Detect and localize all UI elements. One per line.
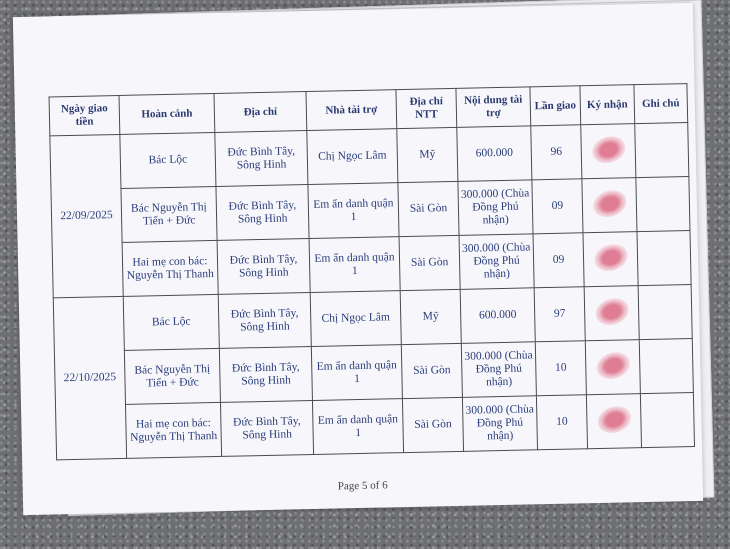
fingerprint-icon: [590, 239, 631, 275]
ky-nhan-cell: [584, 286, 639, 341]
dia-chi-ntt-cell: Sài Gòn: [402, 397, 463, 452]
noi-dung-cell: 300.000 (Chùa Đồng Phú nhận): [459, 234, 534, 290]
ky-nhan-cell: [583, 232, 638, 287]
header-ghi-chu: Ghi chú: [634, 84, 688, 124]
document-page: [13, 3, 703, 515]
ghi-chu-cell: [639, 339, 693, 394]
dia-chi-cell: Đức Bình Tây, Sông Hinh: [218, 293, 311, 349]
hoan-canh-cell: Hai mẹ con bác: Nguyễn Thị Thanh: [122, 240, 218, 296]
hoan-canh-cell: Bác Nguyễn Thị Tiến + Đức: [124, 348, 220, 404]
fingerprint-icon: [594, 401, 635, 437]
hoan-canh-cell: Bác Lộc: [120, 132, 216, 188]
hoan-canh-cell: Hai mẹ con bác: Nguyễn Thị Thanh: [125, 402, 221, 458]
header-hoan-canh: Hoàn cảnh: [119, 93, 215, 134]
delivery-date: 22/09/2025: [50, 134, 123, 297]
page-number: Page 5 of 6: [337, 479, 388, 493]
header-nha-tai-tro: Nhà tài trợ: [306, 90, 397, 131]
header-dia-chi: Địa chỉ: [214, 92, 307, 133]
ghi-chu-cell: [638, 285, 692, 340]
dia-chi-ntt-cell: Mỹ: [397, 127, 458, 182]
header-lan-giao: Lần giao: [530, 86, 581, 126]
noi-dung-cell: 300.000 (Chùa Đồng Phú nhận): [462, 396, 537, 452]
nha-tai-tro-cell: Em ẩn danh quận 1: [311, 345, 402, 401]
dia-chi-cell: Đức Bình Tây, Sông Hinh: [216, 185, 309, 241]
fingerprint-icon: [588, 131, 629, 167]
ghi-chu-cell: [637, 231, 691, 286]
lan-giao-cell: 10: [535, 341, 586, 396]
delivery-table: [49, 83, 695, 460]
noi-dung-cell: 600.000: [457, 126, 532, 182]
fingerprint-icon: [591, 293, 632, 329]
dia-chi-ntt-cell: Sài Gòn: [401, 343, 462, 398]
fingerprint-icon: [589, 185, 630, 221]
hoan-canh-cell: Bác Nguyễn Thị Tiến + Đức: [121, 186, 217, 242]
ghi-chu-cell: [640, 393, 694, 448]
dia-chi-cell: Đức Bình Tây, Sông Hinh: [219, 346, 312, 402]
noi-dung-cell: 300.000 (Chùa Đồng Phú nhận): [461, 342, 536, 398]
ky-nhan-cell: [582, 178, 637, 233]
dia-chi-ntt-cell: Sài Gòn: [399, 235, 460, 290]
nha-tai-tro-cell: Chị Ngọc Lâm: [307, 129, 398, 185]
dia-chi-cell: Đức Bình Tây, Sông Hinh: [215, 131, 308, 187]
ky-nhan-cell: [581, 124, 636, 179]
nha-tai-tro-cell: Em ẩn danh quận 1: [309, 237, 400, 293]
dia-chi-ntt-cell: Mỹ: [400, 289, 461, 344]
ghi-chu-cell: [636, 177, 690, 232]
noi-dung-cell: 600.000: [460, 288, 535, 344]
dia-chi-cell: Đức Bình Tây, Sông Hinh: [220, 400, 313, 456]
lan-giao-cell: 10: [536, 395, 587, 450]
nha-tai-tro-cell: Em ẩn danh quận 1: [308, 183, 399, 239]
header-dia-chi-ntt: Địa chỉ NTT: [396, 88, 457, 128]
ghi-chu-cell: [635, 123, 689, 178]
ky-nhan-cell: [585, 340, 640, 395]
lan-giao-cell: 97: [534, 287, 585, 342]
fingerprint-icon: [592, 347, 633, 383]
delivery-date: 22/10/2025: [53, 296, 126, 459]
nha-tai-tro-cell: Chị Ngọc Lâm: [310, 291, 401, 347]
dia-chi-cell: Đức Bình Tây, Sông Hinh: [217, 239, 310, 295]
nha-tai-tro-cell: Em ẩn danh quận 1: [312, 399, 403, 455]
ky-nhan-cell: [586, 394, 641, 449]
lan-giao-cell: 09: [533, 233, 584, 288]
dia-chi-ntt-cell: Sài Gòn: [398, 181, 459, 236]
header-ky-nhan: Ký nhận: [580, 85, 635, 125]
header-noi-dung: Nội dung tài trợ: [456, 87, 531, 128]
lan-giao-cell: 96: [531, 125, 582, 180]
header-ngay-giao: Ngày giao tiền: [49, 95, 120, 135]
lan-giao-cell: 09: [532, 179, 583, 234]
noi-dung-cell: 300.000 (Chùa Đồng Phú nhận): [458, 180, 533, 236]
hoan-canh-cell: Bác Lộc: [123, 294, 219, 350]
